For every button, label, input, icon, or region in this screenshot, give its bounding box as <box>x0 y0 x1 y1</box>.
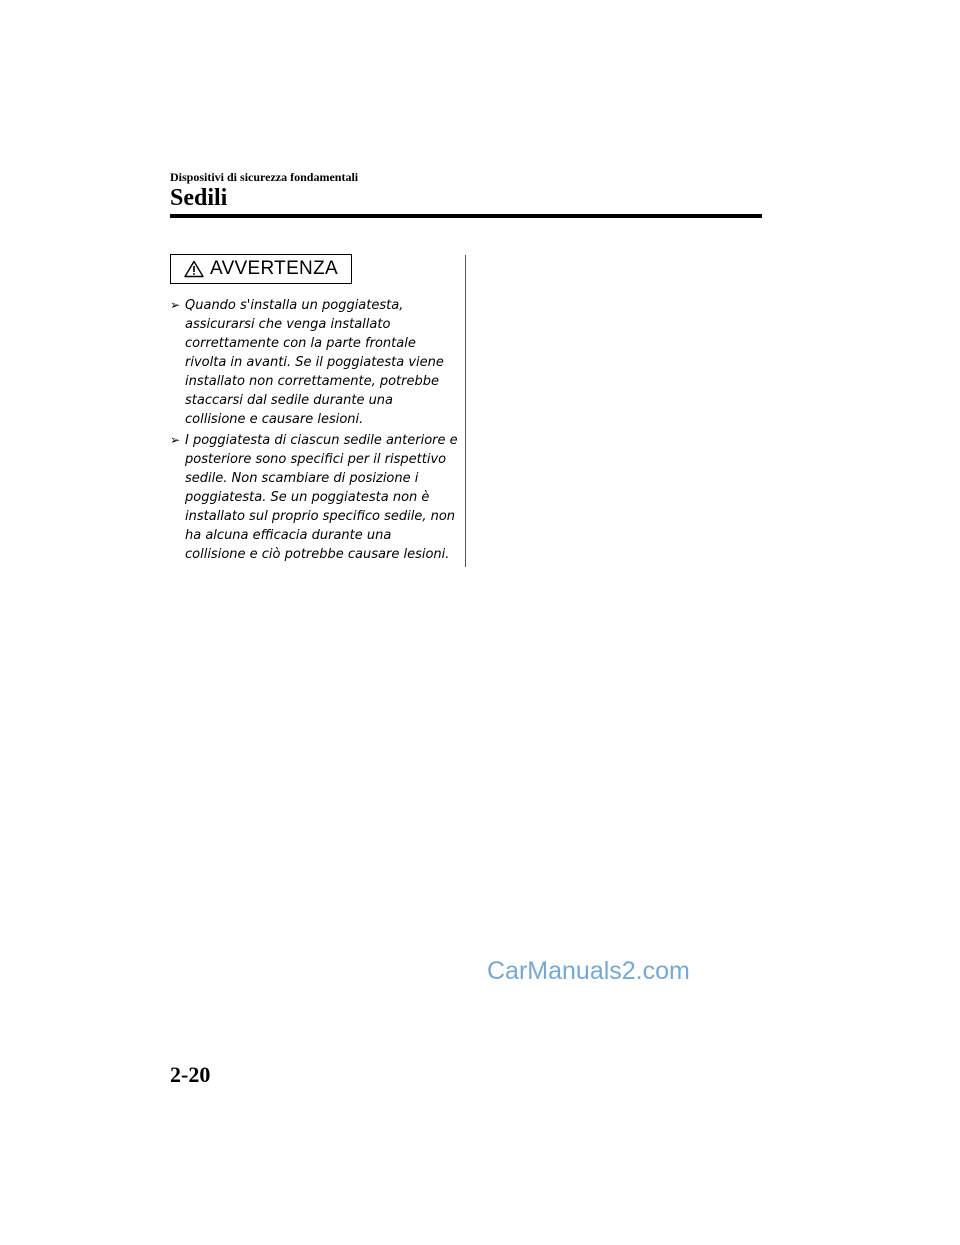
warning-text-line: rivolta in avanti. Se il poggiatesta viene <box>185 355 444 370</box>
warning-text-line: installato non correttamente, potrebbe <box>185 374 439 389</box>
warning-text-line: posteriore sono specifici per il rispettivo <box>185 452 447 467</box>
warning-text-line: ha alcuna efficacia durante una <box>185 528 392 543</box>
page-title: Sedili <box>170 185 228 211</box>
warning-text-line: Quando s'installa un poggiatesta, <box>185 298 404 313</box>
page-number: 2-20 <box>170 1062 211 1087</box>
warning-header <box>170 254 352 284</box>
title-rule <box>170 214 762 218</box>
warning-text-line: collisione e causare lesioni. <box>185 412 364 427</box>
warning-text-line: I poggiatesta di ciascun sedile anteriore e <box>185 433 458 448</box>
warning-text-line: correttamente con la parte frontale <box>185 336 416 351</box>
watermark: CarManuals2.com <box>487 957 690 985</box>
bullet-arrow-icon: ➢ <box>170 433 181 447</box>
warning-label: AVVERTENZA <box>210 258 338 279</box>
warning-item <box>170 431 458 564</box>
warning-list <box>170 296 458 566</box>
warning-text-line: poggiatesta. Se un poggiatesta non è <box>185 490 430 505</box>
warning-text-line: sedile. Non scambiare di posizione i <box>185 471 419 486</box>
bullet-arrow-icon: ➢ <box>170 298 181 312</box>
warning-text-line: collisione e ciò potrebbe causare lesioni. <box>185 547 450 562</box>
warning-text-line: assicurarsi che venga installato <box>185 317 391 332</box>
column-divider <box>465 255 466 567</box>
warning-triangle-icon <box>184 260 204 278</box>
warning-text-line: installato sul proprio specifico sedile, non <box>185 509 456 524</box>
warning-text-line: staccarsi dal sedile durante una <box>185 393 394 408</box>
warning-item <box>170 296 455 429</box>
section-label: Dispositivi di sicurezza fondamentali <box>170 170 359 184</box>
